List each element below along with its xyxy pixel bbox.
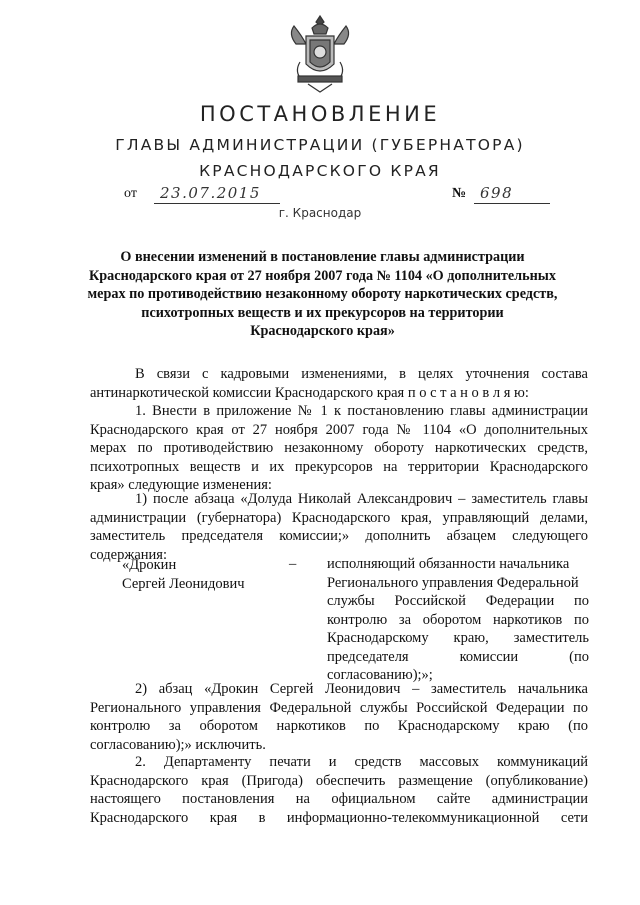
text-line: психотропных веществ и их прекурсоров на территории Краснодарского xyxy=(90,458,588,475)
text-line: антинаркотической комиссии Краснодарского края п о с т а н о в л я ю: xyxy=(90,384,529,401)
text-line: 1. Внести в приложение № 1 к постановлению главы администрации xyxy=(135,403,588,419)
text-line: содержания: xyxy=(90,546,168,563)
text-line: Регионального управления Федеральной службы Российской Федерации по xyxy=(90,699,588,716)
text-line: заместитель председателя комиссии;» дополнить абзацем следующего xyxy=(90,528,588,544)
commission-member-entry xyxy=(90,556,600,683)
paragraph-item-1 xyxy=(90,403,588,496)
subject-line: психотропных веществ и их прекурсоров на территории xyxy=(141,304,504,321)
subject-line: О внесении изменений в постановление главы администрации xyxy=(120,249,525,265)
number-label: № xyxy=(452,186,467,201)
subject-line: Краснодарского края от 27 ноября 2007 года № 1104 «О дополнительных xyxy=(89,267,556,284)
subject-line: Краснодарского края» xyxy=(250,323,395,339)
document-type-title: ПОСТАНОВЛЕНИЕ xyxy=(199,102,441,126)
paragraph-preamble xyxy=(90,366,588,403)
member-name-line: Сергей Леонидович xyxy=(122,576,245,592)
city-label: г. Краснодар xyxy=(278,206,362,220)
coat-of-arms-emblem xyxy=(286,14,354,94)
text-line: контролю за оборотом наркотиков по Краснодарскому краю (по xyxy=(90,718,588,734)
description-line: контролю за оборотом наркотиков по xyxy=(327,611,589,628)
text-line: Краснодарского края (Пригода) обеспечить размещение (опубликование) xyxy=(90,772,588,789)
text-line: В связи с кадровыми изменениями, в целях уточнения состава xyxy=(135,366,588,382)
paragraph-subitem-1 xyxy=(90,491,588,565)
text-line: Краснодарского края от 27 ноября 2007 года № 1104 «О дополнительных xyxy=(90,421,588,438)
text-line: 2. Департаменту печати и средств массовых коммуникаций xyxy=(135,754,588,770)
member-name-line: «Дрокин xyxy=(122,557,177,573)
description-line: исполняющий обязанности начальника xyxy=(327,556,570,572)
document-subject xyxy=(70,248,575,341)
description-line: службы Российской Федерации по xyxy=(327,593,589,609)
date-label: от xyxy=(124,186,137,201)
paragraph-item-2 xyxy=(90,754,588,828)
text-line: 1) после абзаца «Долуда Николай Александрович – заместитель главы xyxy=(135,491,588,507)
member-description xyxy=(327,556,589,686)
issuer-line-1: ГЛАВЫ АДМИНИСТРАЦИИ (ГУБЕРНАТОРА) xyxy=(115,136,525,154)
date-underline xyxy=(154,203,280,204)
paragraph-subitem-2 xyxy=(90,681,588,755)
handwritten-number: 698 xyxy=(480,184,514,202)
description-line: председателя комиссии (по xyxy=(327,648,589,665)
number-underline xyxy=(474,203,550,204)
text-line: администрации (губернатора) Краснодарского края, управляющий делами, xyxy=(90,509,588,526)
text-line: Краснодарского края в информационно-телекоммуникационной сети xyxy=(90,809,588,826)
description-line: Краснодарскому краю, заместитель xyxy=(327,630,589,646)
description-line: Регионального управления Федеральной xyxy=(327,574,579,591)
member-dash: – xyxy=(289,556,297,572)
text-line: 2) абзац «Дрокин Сергей Леонидович – заместитель начальника xyxy=(135,681,588,697)
text-line: края» следующие изменения: xyxy=(90,477,272,493)
text-line: согласованию);» исключить. xyxy=(90,736,266,753)
description-line: согласованию);»; xyxy=(327,667,433,683)
issuer-line-2: КРАСНОДАРСКОГО КРАЯ xyxy=(199,162,441,180)
subject-line: мерах по противодействию незаконному обороту наркотических средств, xyxy=(87,286,558,302)
text-line: мерах по противодействию незаконному обороту наркотических средств, xyxy=(90,440,588,456)
handwritten-date: 23.07.2015 xyxy=(160,184,261,202)
text-line: настоящего постановления на официальном сайте администрации xyxy=(90,791,588,807)
